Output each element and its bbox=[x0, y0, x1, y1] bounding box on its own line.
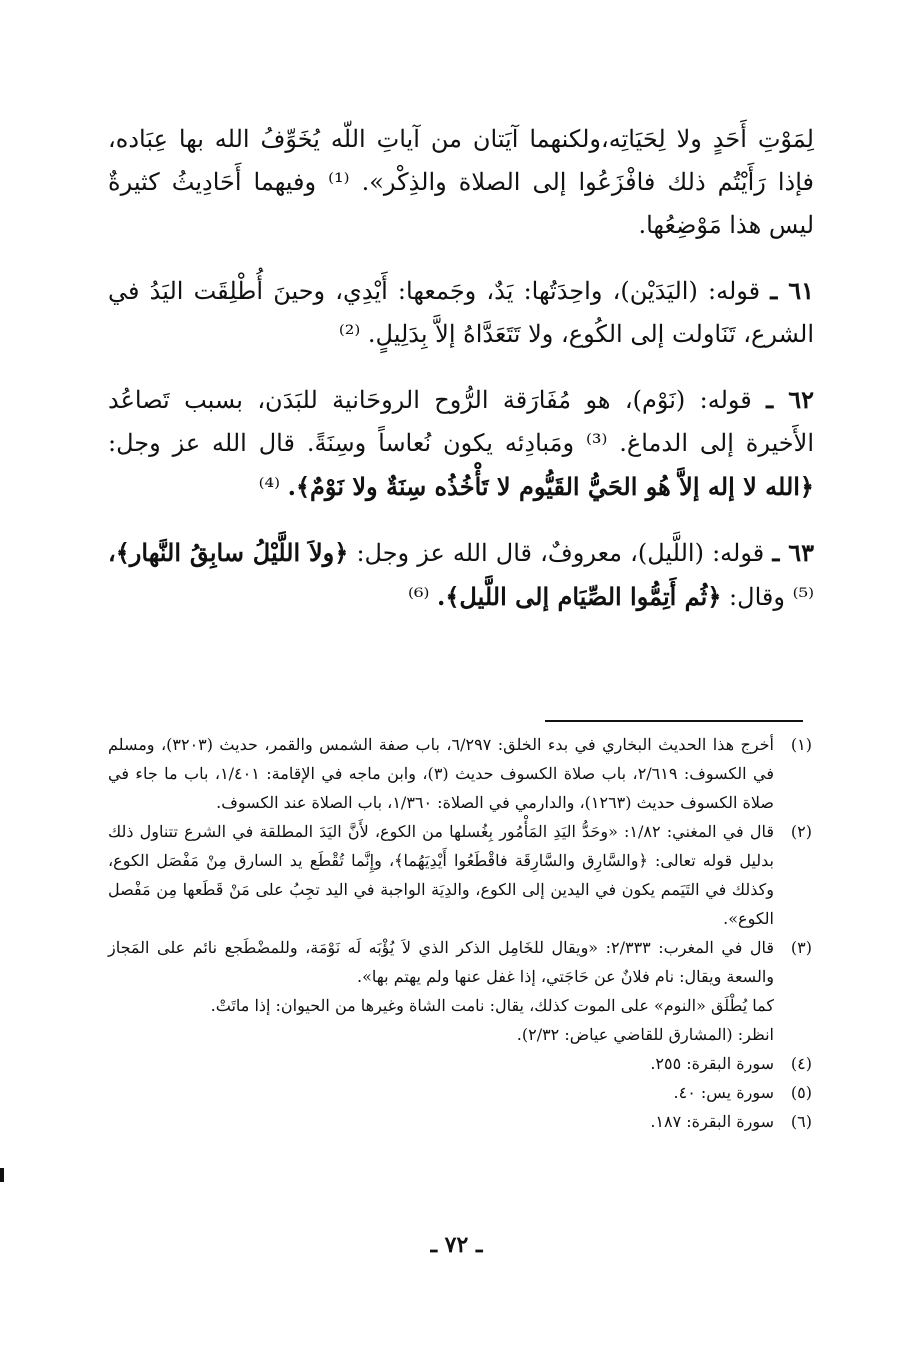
entry-63 bbox=[108, 531, 814, 619]
entry-text: قوله: (اللَّيل)، معروفٌ، قال الله عز وجل: bbox=[356, 539, 765, 567]
paragraph-text: لِمَوْتِ أَحَدٍ ولا لِحَيَاتِه،ولكنهما آيَتان من آياتِ اللّه يُخَوِّفُ الله بها عِبَاده، فإذا رَأَيْتُم ذلك فافْزَعُوا إلى الصلاة والذِكْر». ⁽¹⁾ وفيهما أَحَادِيثُ كثيرةٌ ليس هذا مَوْضِعُها. bbox=[108, 125, 815, 239]
footnote-number: (٢) bbox=[790, 822, 812, 841]
paragraph-hadith-end bbox=[108, 118, 814, 247]
entry-number: ٦٣ ـ bbox=[772, 538, 814, 567]
footnote-number bbox=[774, 991, 812, 1020]
entry-text: قوله: (اليَدَيْن)، واحِدَتُها: يَدٌ، وجَمعها: أَيْدِي، وحينَ أُطْلِقَت اليَدُ في الشرع، تَنَاولت إلى الكُوع، ولا تَتَعَدَّاهُ إلاَّ بِدَلِيلٍ. ⁽²⁾ bbox=[108, 277, 814, 348]
main-text bbox=[108, 118, 814, 641]
quran-quote: ﴿الله لا إله إلاَّ هُو الحَيُّ القَيُّوم لا تَأْخُذُه سِنَةٌ ولا نَوْمٌ﴾. bbox=[287, 472, 814, 501]
footnote bbox=[108, 817, 812, 933]
footnote-text: قال في المغرب: ٢/٣٣٣: «ويقال للخَامِل الذكر الذي لاَ يُؤْبَه لَه نَوْمَة، وللمضْطَجع نائم على المَجاز والسعة ويقال: نام فلانٌ عن حَاجَتي، إذا غفل عنها ولم يهتم بها». bbox=[108, 938, 774, 986]
footnotes bbox=[108, 730, 812, 1136]
page-number: ـ ٧٢ ـ bbox=[430, 1232, 483, 1258]
footnote bbox=[108, 730, 812, 817]
scan-edge-mark bbox=[0, 1168, 4, 1182]
footnote bbox=[108, 1078, 812, 1107]
footnote bbox=[108, 933, 812, 991]
entry-61 bbox=[108, 269, 814, 356]
footnote-divider bbox=[545, 720, 803, 722]
entry-number: ٦٢ ـ bbox=[766, 385, 815, 414]
footnote-ref: ⁽⁴⁾ bbox=[258, 473, 280, 501]
footnote-continuation bbox=[108, 991, 812, 1020]
footnote-text: سورة البقرة: ١٨٧. bbox=[650, 1112, 774, 1131]
entry-text: ⁽⁵⁾ وقال: bbox=[729, 583, 814, 611]
footnote-number: (٥) bbox=[790, 1083, 812, 1102]
footnote-text: انظر: (المشارق للقاضي عياض: ٢/٣٢). bbox=[516, 1025, 774, 1044]
footnote-number: (٤) bbox=[790, 1054, 812, 1073]
footnote-number: (٦) bbox=[790, 1112, 812, 1131]
footnote-text: سورة البقرة: ٢٥٥. bbox=[650, 1054, 774, 1073]
quran-quote: ﴿ثُم أَتِمُّوا الصِّيَام إلى اللَّيل﴾. bbox=[437, 582, 722, 611]
footnote-continuation bbox=[108, 1020, 812, 1049]
entry-number: ٦١ ـ bbox=[770, 276, 814, 305]
entry-62 bbox=[108, 378, 814, 509]
footnote-number: (٣) bbox=[790, 938, 812, 957]
footnote bbox=[108, 1049, 812, 1078]
quran-quote: ﴿ولاَ اللَّيْلُ سابِقُ النَّهار﴾، bbox=[108, 538, 349, 567]
footnote-text: سورة يس: ٤٠. bbox=[673, 1083, 774, 1102]
footnote-text: قال في المغني: ١/٨٢: «وحَدُّ اليَدِ المَأْمُور بِغُسلها من الكوع، لأَنَّ اليَدَ المطلقة في الشرع تتناول ذلك بدليل قوله تعالى: ﴿والسَّارِق والسَّارِقَة فاقْطَعُوا أَيْدِيَهُما﴾، وإِنَّما تُقْطَع يد السارق مِنْ مَفْصَل الكوع، وكذلك في التَيَمم يكون في اليدين إلى الكوع، والدِيَة الواجبة في اليد تجِبُ على مَنْ قَطَعها مِن مَفْصل الكوع». bbox=[108, 822, 774, 928]
footnote-ref: ⁽⁶⁾ bbox=[407, 583, 430, 611]
footnote-number bbox=[774, 1020, 812, 1049]
footnote-text: أخرج هذا الحديث البخاري في بدء الخلق: ٦/٢٩٧، باب صفة الشمس والقمر، حديث (٣٢٠٣)، ومسلم في الكسوف: ٢/٦١٩، باب صلاة الكسوف حديث (٣)، وابن ماجه في الإقامة: ١/٤٠١، باب ما جاء في صلاة الكسوف حديث (١٢٦٣)، والدارمي في الصلاة: ١/٣٦٠، باب الصلاة عند الكسوف. bbox=[108, 735, 775, 812]
footnote-number: (١) bbox=[790, 735, 812, 754]
entry-text: قوله: (نَوْم)، هو مُفَارَقة الرُّوح الروحَانية للبَدَن، بسبب تَصاعُد الأَخيرة إلى الدماغ. ⁽³⁾ ومَبادِئه يكون نُعاساً وسِنَةً. قال الله عز وجل: bbox=[108, 386, 815, 457]
footnote-text: كما يُطْلَق «النوم» على الموت كذلك، يقال: نامت الشاة وغيرها من الحيوان: إذا ماتَتْ. bbox=[210, 996, 774, 1015]
footnote bbox=[108, 1107, 812, 1136]
